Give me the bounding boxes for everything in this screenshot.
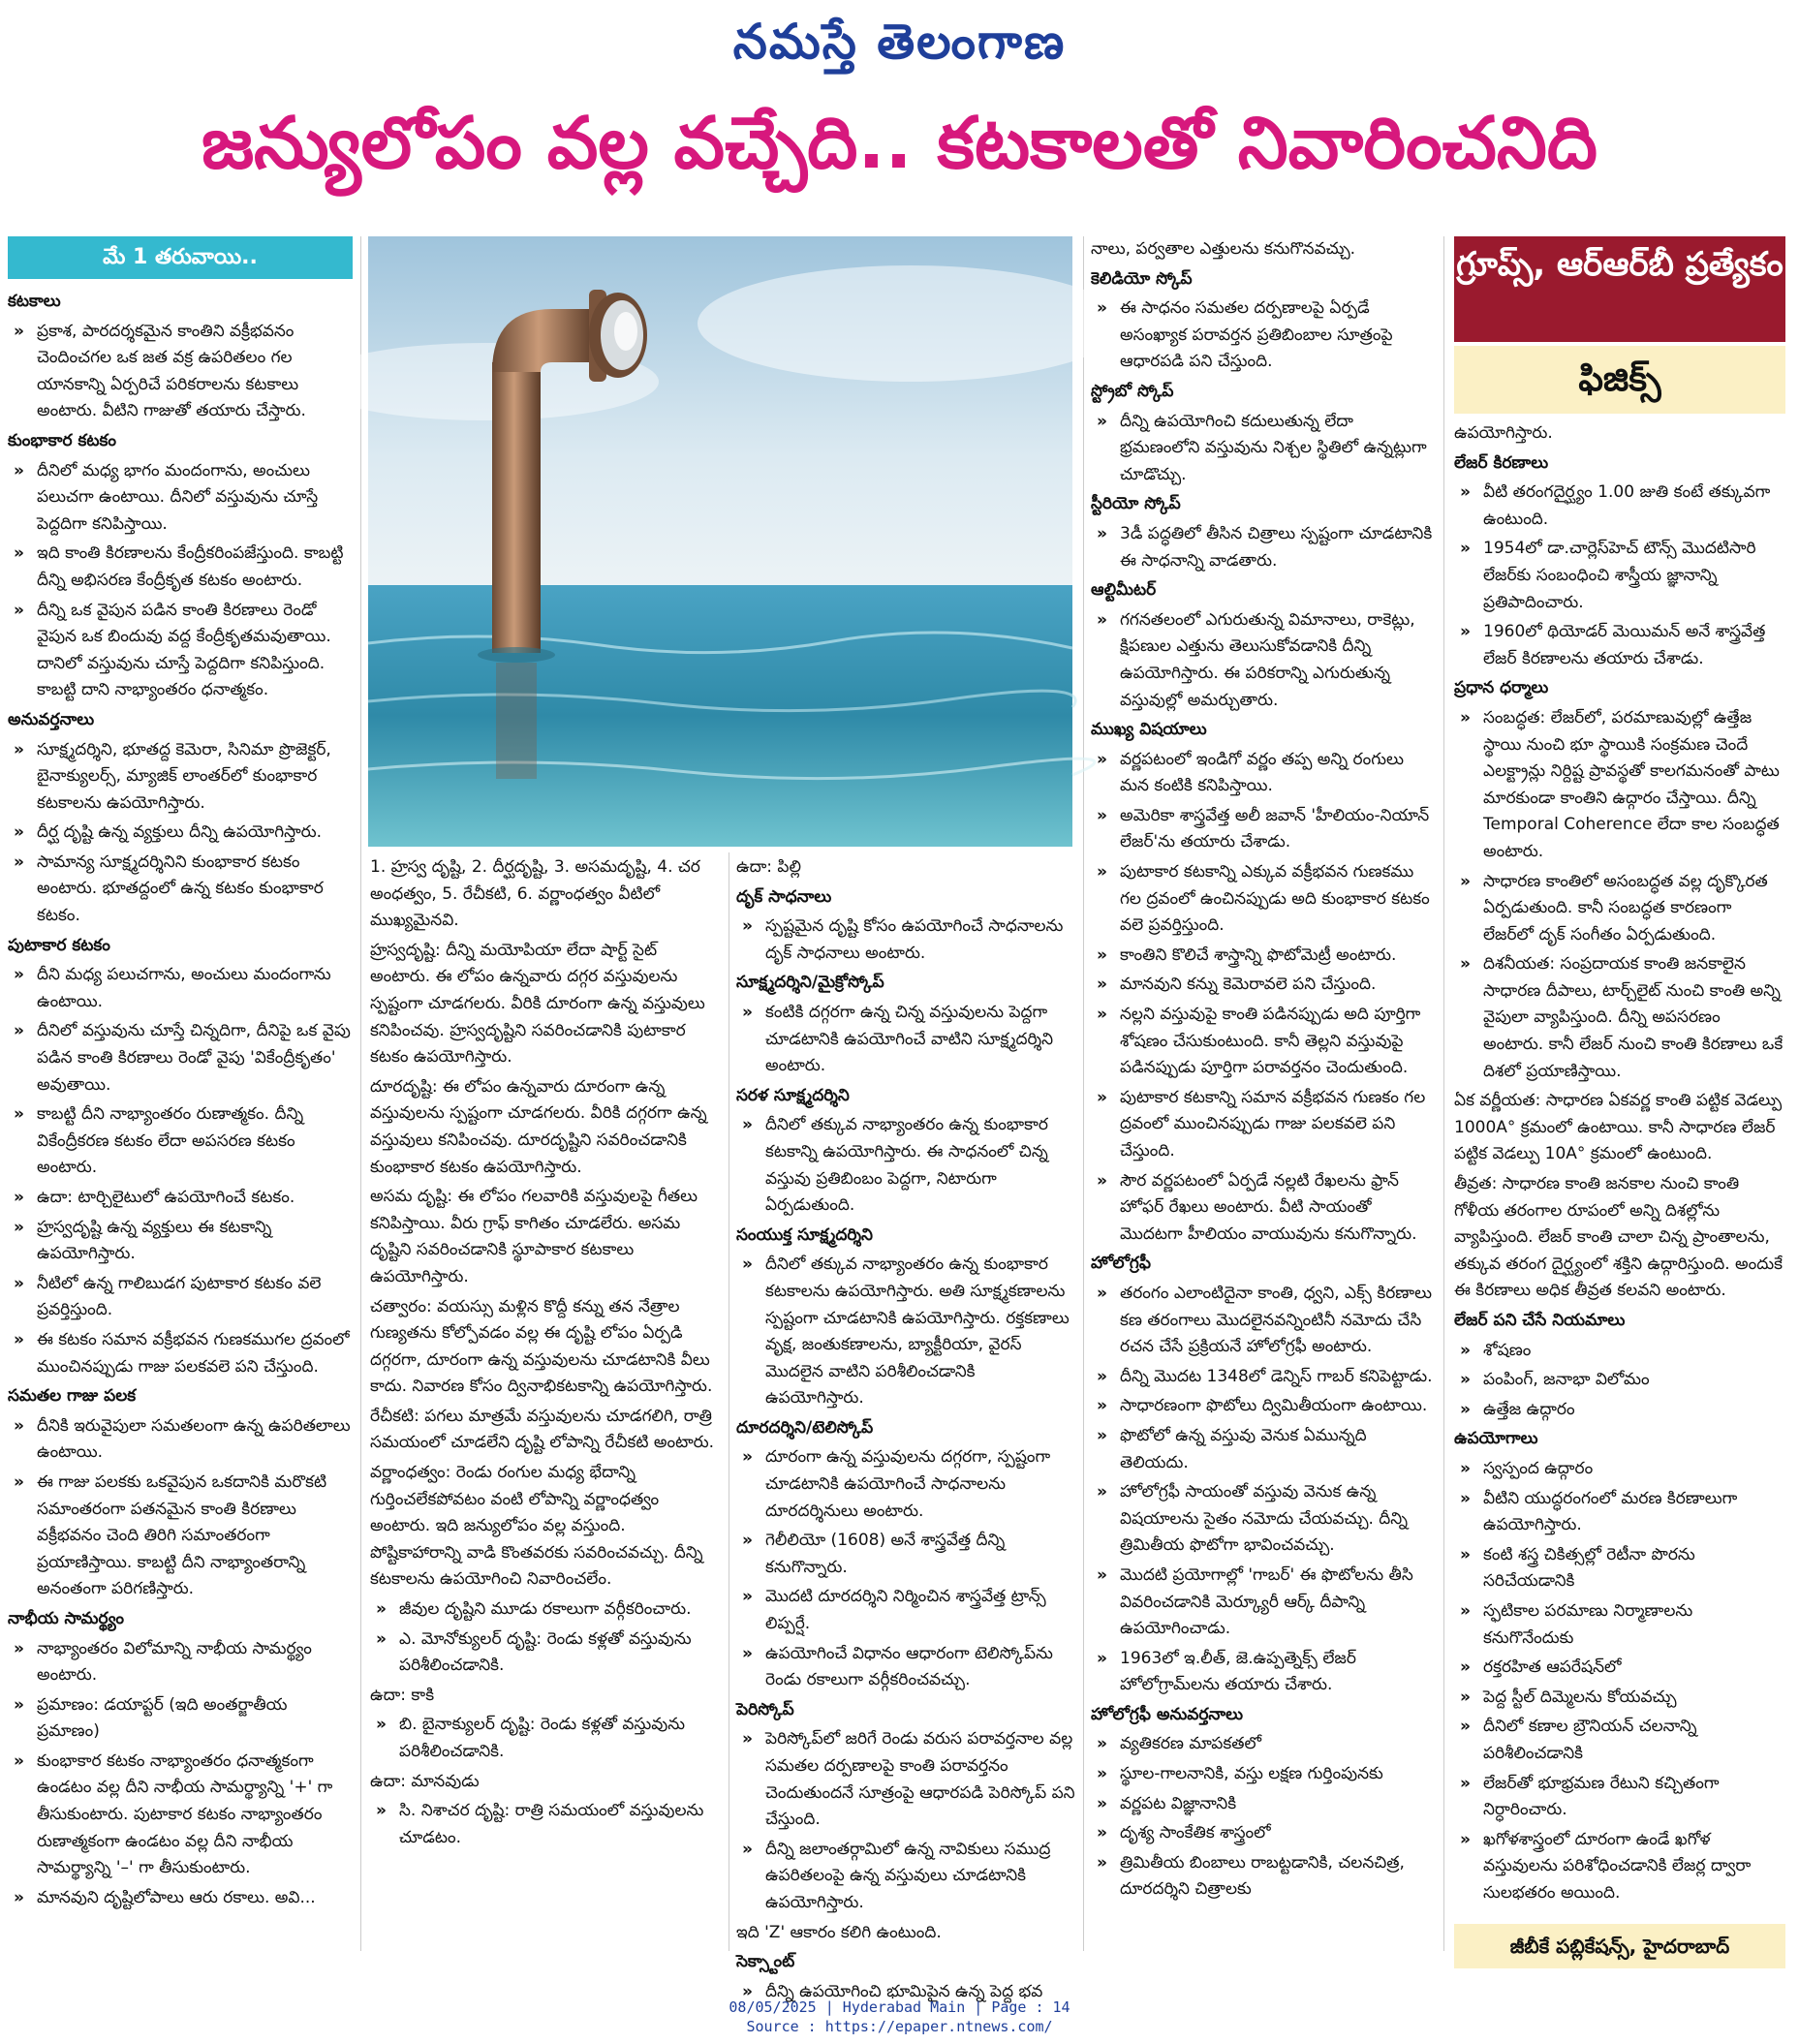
bullet-point: » దీన్ని జలాంతర్గామిలో ఉన్న నావికులు సముద్ర ఉపరితలంపై ఉన్న వస్తువులు చూడటానికి ఉపయోగిస్తారు. [736,1837,1075,1917]
continuation-tag: మే 1 తరువాయి.. [8,236,353,279]
footer-source: Source : https://epaper.ntnews.com/ [746,2018,1053,2035]
bullet-point: » దీన్ని మొదట 1348లో డెన్నిస్ గాబర్ కనిపెట్టాడు. [1091,1364,1436,1391]
section-banner: గ్రూప్స్, ఆర్ఆర్‌బీ ప్రత్యేకం [1454,236,1785,342]
bullet-point: » పెరిస్కోప్‌లో జరిగే రెండు వరుస పరావర్తనాల వల్ల సమతల దర్పణాలపై కాంతి పరావర్తనం చెందుతుందనే సూత్రంపై ఆధారపడి పెరిస్కోప్ పని చేస్తుంది. [736,1726,1075,1833]
subheading: పెరిస్కోప్ [736,1699,794,1719]
bullet-point: » నాభ్యాంతరం విలోమాన్ని నాభీయ సామర్థ్యం అంటారు. [8,1636,353,1689]
bullet-point: » మొదటి దూరదర్శిని నిర్మించిన శాస్త్రవేత్త ట్రాన్స్ లిప్పర్షే. [736,1584,1075,1637]
subheading: దూరదర్శిని/టెలిస్కోప్ [736,1417,874,1438]
paragraph: రేచీకటి: పగలు మాత్రమే వస్తువులను చూడగలిగి, రాత్రి సమయంలో చూడలేని దృష్టి లోపాన్ని రేచీకటి అంటారు. [370,1406,715,1453]
periscope-photo [368,236,1072,847]
footer-date-edition: 08/05/2025 | Hyderabad Main | Page : 14 [729,1998,1070,2016]
bullet-point: » దీనిలో తక్కువ నాభ్యాంతరం ఉన్న కుంభాకార కటకాలను ఉపయోగిస్తారు. అతి సూక్ష్మకణాలను స్పష్టంగా చూడటానికి ఉపయోగిస్తారు. రక్తకణాలు వృక్ష, జంతుకణాలను, బ్యాక్టీరియా, వైరస్ మొదలైన వాటిని పరిశీలించడానికి ఉపయోగిస్తారు. [736,1252,1075,1412]
column-divider [1443,236,1444,1951]
subheading: స్టీరియో స్కోప్ [1091,494,1181,514]
bullet-point: » వర్ణపట విజ్ఞానానికి [1091,1791,1436,1818]
bullet-point: » ఫొటోలో ఉన్న వస్తువు వెనుక ఏమున్నది తెలియదు. [1091,1423,1436,1476]
column-divider [1083,236,1084,1951]
bullet-point: » తరంగం ఎలాంటిదైనా కాంతి, ధ్వని, ఎక్స్ కిరణాలు కణ తరంగాలు మొదలైనవన్నింటినీ నమోదు చేసి రచన చేసే ప్రక్రియనే హోలోగ్రఫీ అంటారు. [1091,1281,1436,1361]
bullet-point: » ఈ సాధనం సమతల దర్పణాలపై ఏర్పడే అసంఖ్యాక పరావర్తన ప్రతిబింబాల సూత్రంపై ఆధారపడి పని చేస్తుంది. [1091,295,1436,376]
periscope-illustration [368,236,1072,847]
bullet-point: » సి. నిశాచర దృష్టి: రాత్రి సమయంలో వస్తువులను చూడటం. [370,1798,721,1851]
bullet-point: » పుటాకార కటకాన్ని సమాన వక్రీభవన గుణకం గల ద్రవంలో ముంచినప్పుడు గాజు పలకవలె పని చేస్తుంది. [1091,1085,1436,1165]
column-4 [1091,236,1436,1961]
bullet-point: » 1960లో థియోడర్ మెయిమన్ అనే శాస్త్రవేత్త లేజర్ కిరణాలను తయారు చేశాడు. [1454,619,1785,672]
paragraph: తీవ్రత: సాధారణ కాంతి జనకాల నుంచి కాంతి గోళీయ తరంగాల రూపంలో అన్ని దిశల్లోను వ్యాపిస్తుంది. లేజర్ కాంతి చాలా చిన్న ప్రాంతాలను, తక్కువ తరంగ దైర్ఘ్యంలో శక్తిని ఉద్గారిస్తుంది. అందుకే ఈ కిరణాలు అధిక తీవ్రత కలవని అంటారు. [1454,1174,1783,1301]
subheading: సమతల గాజు పలక [8,1386,137,1407]
bullet-point: » ఈ గాజు పలకకు ఒకవైపున ఒకదానికి మరొకటి సమాంతరంగా పతనమైన కాంతి కిరణాలు వక్రీభవనం చెంది తిరిగి సమాంతరంగా ప్రయాణిస్తాయి. కాబట్టి దీని నాభ్యాంతరాన్ని అనంతంగా పరిగణిస్తారు. [8,1470,353,1603]
headline: జన్యులోపం వల్ల వచ్చేది.. కటకాలతో నివారించనిది [201,102,1598,185]
bullet-point: » హ్రస్వదృష్టి ఉన్న వ్యక్తులు ఈ కటకాన్ని ఉపయోగిస్తారు. [8,1215,353,1268]
subheading: కటకాలు [8,292,61,311]
bullet-point: » 1954లో డా.చార్లెస్‌హెచ్ టౌన్స్ మొదటిసారి లేజర్‌కు సంబంధించి శాస్త్రీయ జ్ఞానాన్ని ప్రతిపాదించారు. [1454,536,1785,616]
bullet-point: » జీవుల దృష్టిని మూడు రకాలుగా వర్గీకరించారు. [370,1596,721,1624]
subheading: పుటాకార కటకం [8,935,110,955]
bullet-point: » దీనిలో మధ్య భాగం మందంగాను, అంచులు పలుచగా ఉంటాయి. దీనిలో వస్తువును చూస్తే పెద్దదిగా కనిపిస్తాయి. [8,458,353,539]
bullet-point: » దీన్ని ఉపయోగించి భూమిపైన ఉన్న పెద్ద భవ [736,1979,1075,2006]
bullet-point: » పంపింగ్, జనాభా విలోమం [1454,1367,1785,1394]
bullet-point: » ఉపయోగించే విధానం ఆధారంగా టెలిస్కోప్‌ను రెండు రకాలుగా వర్గీకరించవచ్చు. [736,1641,1075,1694]
bullet-point: » కాంతిని కొలిచే శాస్త్రాన్ని ఫొటోమెట్రీ అంటారు. [1091,943,1436,970]
paragraph: నాలు, పర్వతాల ఎత్తులను కనుగొనవచ్చు. [1091,239,1356,259]
column-1 [8,236,353,1961]
bullet-point: » సామాన్య సూక్ష్మదర్శినిని కుంభాకార కటకం అంటారు. భూతద్దంలో ఉన్న కటకం కుంభాకార కటకం. [8,850,353,930]
column-3 [736,854,1075,2001]
paragraph: హ్రస్వదృష్టి: దీన్ని మయోపియా లేదా షార్ట్ సైట్ అంటారు. ఈ లోపం ఉన్నవారు దగ్గర వస్తువులను స్పష్టంగా చూడగలరు. వీరికి దూరంగా ఉన్న వస్తువులు కనిపించవు. హ్రస్వదృష్టిని సవరించడానికి పుటాకార కటకం ఉపయోగిస్తారు. [370,940,705,1068]
subheading: ప్రధాన ధర్మాలు [1454,678,1549,698]
bullet-point: » సంబద్ధత: లేజర్‌లో, పరమాణువుల్లో ఉత్తేజ స్థాయి నుంచి భూ స్థాయికి సంక్రమణ చెందే ఎలక్ట్రాన్లు నిర్దిష్ట ప్రావస్థతో కాలగమనంతో పాటు మారకుండా కాంతిని ఉద్గారం చేస్తాయి. దీన్ని Temporal Coherence లేదా కాల సంబద్ధత అంటారు. [1454,705,1785,866]
bullet-point: » పెద్ద స్టీల్ దిమ్మెలను కోయవచ్చు [1454,1685,1785,1712]
paragraph: ఉదా: మానవుడు [370,1771,480,1791]
bullet-point: » గెలీలియో (1608) అనే శాస్త్రవేత్త దీన్ని కనుగొన్నారు. [736,1528,1075,1581]
subheading: ఉపయోగాలు [1454,1429,1538,1449]
paragraph: ఉదా: కాకి [370,1685,435,1705]
bullet-point: » స్వస్పంద ఉద్గారం [1454,1456,1785,1483]
subheading: లేజర్ కిరణాలు [1454,452,1549,473]
paragraph: ఉపయోగిస్తారు. [1454,423,1553,443]
bullet-point: » ఎ. మోనోక్యులర్ దృష్టి: రెండు కళ్లతో వస్తువును పరిశీలించడానికి. [370,1626,721,1680]
bullet-point: » అమెరికా శాస్త్రవేత్త అలీ జవాన్ 'హీలియం-నియాన్ లేజర్'ను తయారు చేశాడు. [1091,803,1436,856]
column-2 [370,854,721,1959]
bullet-point: » 3డీ పద్ధతిలో తీసిన చిత్రాలు స్పష్టంగా చూడటానికి ఈ సాధనాన్ని వాడతారు. [1091,521,1436,574]
page-footer [0,1998,1799,2036]
bullet-point: » దీనిలో వస్తువును చూస్తే చిన్నదిగా, దీనిపై ఒక వైపు పడిన కాంతి కిరణాలు రెండో వైపు 'వికేంద్రీకృతం' అవుతాయి. [8,1018,353,1099]
bullet-point: » ప్రకాశ, పారదర్శకమైన కాంతిని వక్రీభవనం చెందించగల ఒక జత వక్ర ఉపరితలం గల యానకాన్ని ఏర్పరిచే పరికరాలను కటకాలు అంటారు. వీటిని గాజుతో తయారు చేస్తారు. [8,319,353,425]
bullet-point: » ఖగోళశాస్త్రంలో దూరంగా ఉండే ఖగోళ వస్తువులను పరిశోధించడానికి లేజర్ల ద్వారా సులభతరం అయింది. [1454,1827,1785,1907]
bullet-point: » దీర్ఘ దృష్టి ఉన్న వ్యక్తులు దీన్ని ఉపయోగిస్తారు. [8,820,353,847]
subheading: అనువర్తనాలు [8,709,95,729]
bullet-point: » స్థూల-గాలనానికి, వస్తు లక్షణ గుర్తింపునకు [1091,1761,1436,1788]
bullet-point: » వర్ణపటంలో ఇండిగో వర్ణం తప్ప అన్ని రంగులు మన కంటికి కనిపిస్తాయి. [1091,747,1436,800]
bullet-point: » వ్యతికరణ మాపకతలో [1091,1731,1436,1758]
subheading: లేజర్ పని చేసే నియమాలు [1454,1311,1626,1330]
paragraph: ఏక వర్ణీయత: సాధారణ ఏకవర్ణ కాంతి పట్టిక వెడల్పు 1000A° క్రమంలో ఉంటాయి. కానీ సాధారణ లేజర్ పట్టిక వెడల్పు 10A° క్రమంలో ఉంటుంది. [1454,1091,1783,1164]
subheading: హోలోగ్రఫీ అనువర్తనాలు [1091,1704,1244,1724]
bullet-point: » ప్రమాణం: డయాప్టర్ (ఇది అంతర్జాతీయ ప్రమాణం) [8,1692,353,1746]
bullet-point: » స్ఫటికాల పరమాణు నిర్మాణాలను కనుగొనేందుకు [1454,1598,1785,1652]
bullet-point: » సాధారణ కాంతిలో అసంబద్ధత వల్ల దృక్కొరత ఏర్పడుతుంది. కానీ సంబద్ధత కారణంగా లేజర్‌లో దృక్ సంగీతం ఏర్పడుతుంది. [1454,869,1785,949]
subheading: కెలిడియో స్కోప్ [1091,268,1193,289]
bullet-point: » దూరంగా ఉన్న వస్తువులను దగ్గరగా, స్పష్టంగా చూడటానికి ఉపయోగించే సాధనాలను దూరదర్శినులు అంటారు. [736,1444,1075,1525]
masthead-logo: నమస్తే తెలంగాణ [732,14,1067,70]
column-divider [360,236,361,1951]
bullet-point: » దీనిలో కణాల బ్రౌనియన్ చలనాన్ని పరిశీలించడానికి [1454,1714,1785,1767]
bullet-point: » ఈ కటకం సమాన వక్రీభవన గుణకముగల ద్రవంలో ముంచినప్పుడు గాజు పలకవలె పని చేస్తుంది. [8,1327,353,1380]
subheading: సంయుక్త సూక్ష్మదర్శిని [736,1224,873,1245]
bullet-point: » దీన్ని ఒక వైపున పడిన కాంతి కిరణాలు రెండో వైపున ఒక బిందువు వద్ద కేంద్రీకృతమవుతాయి. దానిలో వస్తువును చూస్తే పెద్దదిగా కనిపిస్తుంది. కాబట్టి దాని నాభ్యాంతరం ధనాత్మకం. [8,598,353,704]
bullet-point: » సూక్ష్మదర్శిని, భూతద్ద కెమెరా, సినిమా ప్రొజెక్టర్, బైనాక్యులర్స్, మ్యాజిక్ లాంతర్‌లో కుంభాకార కటకాలను ఉపయోగిస్తారు. [8,737,353,818]
bullet-point: » దీనిలో తక్కువ నాభ్యాంతరం ఉన్న కుంభాకార కటకాన్ని ఉపయోగిస్తారు. ఈ సాధనంలో చిన్న వస్తువు ప్రతిబింబం పెద్దగా, నిటారుగా ఏర్పడుతుంది. [736,1112,1075,1219]
bullet-point: » త్రిమితీయ బింబాలు రాబట్టడానికి, చలనచిత్ర, దూరదర్శిని చిత్రాలకు [1091,1850,1436,1904]
bullet-point: » సౌర వర్ణపటంలో ఏర్పడే నల్లటి రేఖలను ఫ్రాన్ హోఫర్ రేఖలు అంటారు. వీటి సాయంతో మొదటగా హీలియం వాయువును కనుగొన్నారు. [1091,1168,1436,1249]
paragraph: 1. హ్రస్వ దృష్టి, 2. దీర్ఘదృష్టి, 3. అసమదృష్టి, 4. చర అంధత్వం, 5. రేచీకటి, 6. వర్ణాంధత్వం వీటిలో ముఖ్యమైనవి. [370,857,700,931]
paragraph: ఇది 'Z' ఆకారం కలిగి ఉంటుంది. [736,1922,942,1942]
bullet-point: » కంటి శస్త్ర చికిత్సల్లో రెటీనా పొరను సరిచేయడానికి [1454,1542,1785,1595]
subheading: దృక్ సాధనాలు [736,886,832,907]
subheading: సూక్ష్మదర్శిని/మైక్రోస్కోప్ [736,973,884,993]
subheading: స్ట్రోబో స్కోప్ [1091,381,1174,401]
bullet-point: » ఇది కాంతి కిరణాలను కేంద్రీకరింపజేస్తుంది. కాబట్టి దీన్ని అభిసరణ కేంద్రీకృత కటకం అంటారు. [8,541,353,594]
paragraph: చత్వారం: వయస్సు మళ్లిన కొద్దీ కన్ను తన నేత్రాల గుణ్యతను కోల్పోవడం వల్ల ఈ దృష్టి లోపం ఏర్పడి దగ్గరగా, దూరంగా ఉన్న వస్తువులను చూడటానికి వీలు కాదు. నివారణ కోసం ద్వినాభికటకాన్ని ఉపయోగిస్తారు. [370,1296,713,1397]
bullet-point: » నీటిలో ఉన్న గాలిబుడగ పుటాకార కటకం వలె ప్రవర్తిస్తుంది. [8,1271,353,1324]
bullet-point: » దీని మధ్య పలుచగాను, అంచులు మందంగాను ఉంటాయి. [8,962,353,1015]
bullet-point: » కుంభాకార కటకం నాభ్యాంతరం ధనాత్మకంగా ఉండటం వల్ల దీని నాభీయ సామర్థ్యాన్ని '+' గా తీసుకుంటారు. పుటాకార కటకం నాభ్యాంతరం రుణాత్మకంగా ఉండటం వల్ల దీని నాభీయ సామర్థ్యాన్ని '–' గా తీసుకుంటారు. [8,1749,353,1882]
bullet-point: » వీటి తరంగదైర్ఘ్యం 1.00 జుతి కంటే తక్కువగా ఉంటుంది. [1454,480,1785,533]
paragraph: వర్ణాంధత్వం: రెండు రంగుల మధ్య భేదాన్ని గుర్తించలేకపోవటం వంటి లోపాన్ని వర్ణాంధత్వం అంటారు. ఇది జన్యులోపం వల్ల వస్తుంది. పోష్టికాహారాన్ని వాడి కొంతవరకు సవరించవచ్చు. దీన్ని కటకాలను ఉపయోగించి నివారించలేం. [370,1463,703,1590]
bullet-point: » సాధారణంగా ఫొటోలు ద్విమితీయంగా ఉంటాయి. [1091,1393,1436,1420]
bullet-point: » కాబట్టి దీని నాభ్యాంతరం రుణాత్మకం. దీన్ని వికేంద్రీకరణ కటకం లేదా అపసరణ కటకం అంటారు. [8,1101,353,1182]
paragraph: దూరదృష్టి: ఈ లోపం ఉన్నవారు దూరంగా ఉన్న వస్తువులను స్పష్టంగా చూడగలరు. వీరికి దగ్గరగా ఉన్న వస్తువులు కనిపించవు. దూరదృష్టిని సవరించడానికి కుంభాకార కటకం ఉపయోగిస్తారు. [370,1076,707,1177]
subheading: సెక్స్టాంట్ [736,1952,795,1972]
bullet-point: » ఉత్తేజ ఉద్గారం [1454,1397,1785,1424]
subheading: నాభీయ సామర్థ్యం [8,1608,124,1628]
bullet-point: » శోషణం [1454,1338,1785,1365]
bullet-point: » మానవుని దృష్టిలోపాలు ఆరు రకాలు. అవి... [8,1885,353,1912]
publisher-credit: జీబీకే పబ్లికేషన్స్, హైదరాబాద్ [1454,1924,1785,1968]
subheading: సరళ సూక్ష్మదర్శిని [736,1085,850,1105]
bullet-point: » వీటిని యుద్ధరంగంలో మరణ కిరణాలుగా ఉపయోగిస్తారు. [1454,1486,1785,1539]
bullet-point: » స్పష్టమైన దృష్టి కోసం ఉపయోగించే సాధనాలను దృక్ సాధనాలు అంటారు. [736,914,1075,967]
subheading: కుంభాకార కటకం [8,430,116,450]
subheading: ముఖ్య విషయాలు [1091,720,1207,740]
bullet-point: » గగనతలంలో ఎగురుతున్న విమానాలు, రాకెట్లు, క్షిపణుల ఎత్తును తెలుసుకోవడానికి దీన్ని ఉపయోగిస్తారు. ఈ పరికరాన్ని ఎగురుతున్న వస్తువుల్లో అమర్చుతారు. [1091,607,1436,714]
column-5 [1454,420,1785,1917]
bullet-point: » దృశ్య సాంకేతిక శాస్త్రంలో [1091,1820,1436,1847]
bullet-point: » మొదటి ప్రయోగాల్లో 'గాబర్' ఈ ఫొటోలను తీసి వివరించడానికి మెర్క్యూరీ ఆర్క్ దీపాన్ని ఉపయోగించాడు. [1091,1563,1436,1643]
bullet-point: » హోలోగ్రఫీ సాయంతో వస్తువు వెనుక ఉన్న విషయాలను సైతం నమోదు చేయవచ్చు. దీన్ని త్రిమితీయ ఫొటోగా భావించవచ్చు. [1091,1479,1436,1560]
paragraph: అసమ దృష్టి: ఈ లోపం గలవారికి వస్తువులపై గీతలు కనిపిస్తాయి. వీరు గ్రాఫ్ కాగితం చూడలేరు. అసమ దృష్టిని సవరించడానికి స్థూపాకార కటకాలు ఉపయోగిస్తారు. [370,1187,698,1286]
bullet-point: » పుటాకార కటకాన్ని ఎక్కువ వక్రీభవన గుణకము గల ద్రవంలో ఉంచినప్పుడు అది కుంభాకార కటకం వలె ప్రవర్తిస్తుంది. [1091,859,1436,940]
bullet-point: » 1963లో ఇ.లీత్, జె.ఉప్పత్నెక్స్ లేజర్ హోలోగ్రామ్‌లను తయారు చేశారు. [1091,1646,1436,1699]
bullet-point: » బి. బైనాక్యులర్ దృష్టి: రెండు కళ్లతో వస్తువును పరిశీలించడానికి. [370,1712,721,1765]
bullet-point: » లేజర్‌తో భూభ్రమణ రేటుని కచ్చితంగా నిర్ధారించారు. [1454,1771,1785,1824]
bullet-point: » దీన్ని ఉపయోగించి కదులుతున్న లేదా భ్రమణంలోని వస్తువును నిశ్చల స్థితిలో ఉన్నట్లుగా చూడొచ్చు. [1091,409,1436,489]
bullet-point: » కంటికి దగ్గరగా ఉన్న చిన్న వస్తువులను పెద్దగా చూడటానికి ఉపయోగించే వాటిని సూక్ష్మదర్శిని అంటారు. [736,1000,1075,1080]
bullet-point: » దిశనీయత: సంప్రదాయక కాంతి జనకాలైన సాధారణ దీపాలు, టార్చ్‌లైట్ నుంచి కాంతి అన్ని వైపులా వ్యాపిస్తుంది. దీన్ని అపసరణం అంటారు. కానీ లేజర్ నుంచి కాంతి కిరణాలు ఒకే దిశలో ప్రయాణిస్తాయి. [1454,951,1785,1085]
bullet-point: » రక్తరహిత ఆపరేషన్‌లో [1454,1655,1785,1682]
subheading: ఆల్టిమీటర్ [1091,580,1157,601]
bullet-point: » ఉదా: టార్చిలైటులో ఉపయోగించే కటకం. [8,1185,353,1212]
bullet-point: » దీనికి ఇరువైపులా సమతలంగా ఉన్న ఉపరితలాలు ఉంటాయి. [8,1413,353,1467]
paragraph: ఉదా: పిల్లి [736,857,801,877]
subheading: హోలోగ్రఫీ [1091,1254,1151,1274]
bullet-point: » నల్లని వస్తువుపై కాంతి పడినప్పుడు అది పూర్తిగా శోషణం చేసుకుంటుంది. కానీ తెల్లని వస్తువుపై పడినప్పుడు పూర్తిగా పరావర్తనం చెందుతుంది. [1091,1002,1436,1082]
subject-label: ఫిజిక్స్ [1454,346,1785,414]
bullet-point: » మానవుని కన్ను కెమెరావలె పని చేస్తుంది. [1091,972,1436,999]
